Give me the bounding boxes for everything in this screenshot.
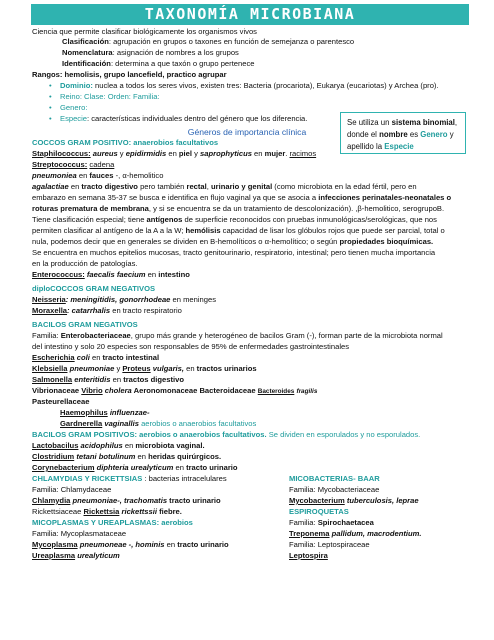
clasificacion-line: Clasificación: agrupación en grupos o taxones en función de semejanza o parentesco: [62, 37, 355, 46]
fam-leptospiraceae: Familia: Leptospiraceae: [289, 540, 370, 549]
nomenclatura-line: Nomenclatura: asignación de nombres a los grupos: [62, 48, 239, 57]
agal-line-6: nula, podemos decir que en generales se dividen en B-hemolíticos o α-hemolítico; o según propiedades bioquímicas.: [32, 237, 434, 246]
clostridium-line: Clostridium tetani botulinum en heridas quirúrgicos.: [32, 452, 222, 461]
vibrion-line: Vibrionaceae Vibrio cholera Aeronomonaceae Bacteroidaceae Bacteroides fragilis: [32, 386, 318, 395]
agal-line-1: agalactiae en tracto digestivo pero también rectal, urinario y genital (como microbiota en la edad fértil, pero en: [32, 182, 417, 191]
mycoplasma-line: Mycoplasma pneumoneae -, hominis en tracto urinario: [32, 540, 229, 549]
neisseria-line: Neisseria: meningitidis, gonorrhodeae en meninges: [32, 295, 217, 304]
moraxella-line: Moraxella: catarrhalis en tracto respiratorio: [32, 306, 182, 315]
salmonella-line: Salmonella enteritidis en tractos digestivo: [32, 375, 184, 384]
page-title: TAXONOMÍA MICROBIANA: [144, 5, 356, 23]
espiroquetas-heading: ESPIROQUETAS: [289, 507, 349, 516]
fam-entero-line-2: del intestino y solo 20 especies son responsables de 95% de enfermedades gastrointestinales: [32, 342, 350, 351]
mycobacterium-line: Mycobacterium tuberculosis, leprae: [289, 496, 419, 505]
leptospira-line: Leptospira: [289, 551, 328, 560]
micobacterias-heading: MICOBACTERIAS- BAAR: [289, 474, 380, 483]
strep-line: Streptococcus: cadena: [32, 160, 115, 169]
fam-mycoplasmataceae: Familia: Mycoplasmataceae: [32, 529, 127, 538]
escherichia-line: Escherichia coli en tracto intestinal: [32, 353, 160, 362]
micoplasmas-heading: MICOPLASMAS Y UREAPLASMAS: aerobios: [32, 518, 193, 527]
agal-line-3: roturas prematura de membrana, y si se encuentra se da un tratamiento de descolonización). ,β-hemolitico, serogrupoB.: [32, 204, 445, 213]
gardnerella-line: Gardnerella vaginallis aerobios o anaerobios facultativos: [60, 419, 257, 428]
rickettsia-line: Rickettsiaceae Rickettsia rickettssii fiebre.: [32, 507, 182, 516]
ureaplasma-line: Ureaplasma urealyticum: [32, 551, 120, 560]
staph-line: Staphilococcus: aureus y epidirmidis en piel y saprophyticus en mujer. racimos: [32, 149, 317, 158]
identificacion-line: Identificación: determina a que taxón o grupo pertenece: [62, 59, 255, 68]
bacilos-negativos-heading: BACILOS GRAM NEGATIVOS: [32, 320, 138, 329]
dominio-item: • Dominio: nuclea a todos los seres vivos, existen tres: Bacteria (procariota), Eukarya (eucariotas) y Archea (pro).: [60, 81, 439, 91]
agal-line-5: permiten clasificar al antígeno de la A a la W; hemólisis capacidad de lisar los glóbulos rojos que puede ser parcial, total o: [32, 226, 445, 235]
fam-chlamydaceae: Familia: Chlamydaceae: [32, 485, 112, 494]
pneumo-line: pneumoniea en fauces -, α-hemolitico: [32, 171, 164, 180]
treponema-line: Treponema pallidum, macrodentium.: [289, 529, 422, 538]
reino-item: • Reino: Clase: Orden: Familia:: [60, 92, 160, 102]
diplococos-heading: diploCOCCOS GRAM NEGATIVOS: [32, 284, 156, 293]
agal-line-2: embarazo en semana 35-37 se busca e identifica en flujo vaginal ya que se asocia a infecciones perinatales-neonatales o: [32, 193, 452, 202]
coryne-line: Corynebacterium diphteria urealyticum en tracto urinario: [32, 463, 238, 472]
haemophilus-line: Haemophilus influenzae-: [60, 408, 150, 417]
agal-line-7: Se encuentra en muchos epitelios mucosas, tracto genitourinario, respiratorio, intestinal; pero tienen mucha importancia: [32, 248, 436, 257]
klebsiella-line: Klebsiella pneumoniae y Proteus vulgaris, en tractos urinarios: [32, 364, 257, 373]
cocos-positivo-heading: COCCOS GRAM POSITIVO: anaerobios facultativos: [32, 138, 219, 147]
chlamydias-heading: CHLAMYDIAS Y RICKETTSIAS : bacterias intracelulares: [32, 474, 227, 483]
agal-line-8: en la producción de patologías.: [32, 259, 138, 268]
binomial-note-box: Se utiliza un sistema binomial, donde el nombre es Genero y apellido la Especie: [340, 112, 466, 154]
bacilos-positivos-heading: BACILOS GRAM POSITIVOS: aerobios o anaerobios facultativos. Se dividen en esporulados y no esporulados.: [32, 430, 421, 439]
generos-heading: Géneros de importancia clínica: [187, 127, 307, 137]
fam-mycobacteriaceae: Familia: Mycobacteriaceae: [289, 485, 380, 494]
lacto-line: Lactobacilus acidophilus en microbiota vaginal.: [32, 441, 205, 450]
especie-item: • Especie: características individuales dentro del género que los diferencia.: [60, 114, 307, 124]
rangos-line: Rangos: hemolisis, grupo lancefield, practico agrupar: [32, 70, 227, 79]
intro-text: Ciencia que permite clasificar biológicamente los organismos vivos: [32, 27, 257, 36]
genero-item: • Genero:: [60, 103, 87, 113]
entero-line: Enterococcus: faecalis faecium en intestino: [32, 270, 190, 279]
fam-entero-line-1: Familia: Enterobacteriaceae, grupo más grande y heterogéneo de bacilos Gram (-), forman parte de la microbiota normal: [32, 331, 443, 340]
title-banner: [31, 4, 469, 25]
agal-line-4: Tiene clasificación especial; tiene antígenos de superficie reconocidos con pruebas inmunológicas/serológicas, que nos: [32, 215, 437, 224]
chlamydia-line: Chlamydia pneumoniae-, trachomatis tracto urinario: [32, 496, 221, 505]
fam-spirochaetacea: Familia: Spirochaetacea: [289, 518, 374, 527]
pasteur-line: Pasteurellaceae: [32, 397, 90, 406]
